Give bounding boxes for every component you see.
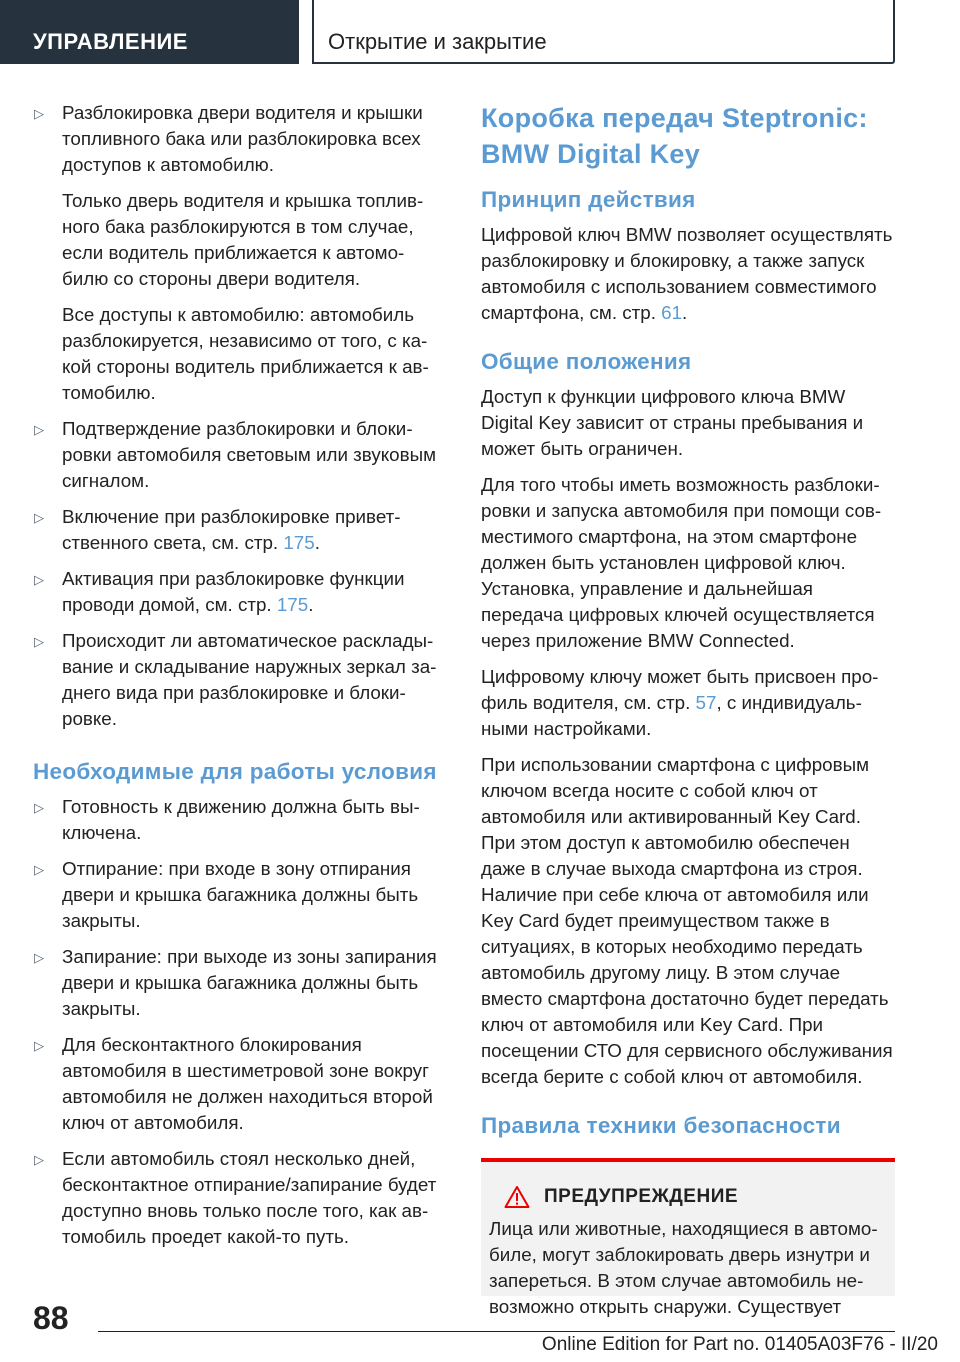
list-item	[33, 100, 443, 178]
list-item-text: Включение при разблокировке приветственного света, см. стр.	[62, 506, 401, 553]
list-item-text: Разблокировка двери водителя и крышки топливного бака или разблокировка всех доступов к автомобилю.	[62, 102, 423, 175]
triangle-bullet-icon: ▷	[34, 1038, 44, 1053]
list-item-text: Активация при разблокировке функции проводи домой, см. стр.	[62, 568, 405, 615]
list-item-text: Подтверждение разблокировки и блокировки автомобиля световым или звуковым сигналом.	[62, 418, 437, 491]
page-link[interactable]: 57	[695, 692, 717, 713]
footer-divider	[98, 1331, 895, 1332]
triangle-bullet-icon: ▷	[34, 572, 44, 587]
section-heading: Правила техники безопасности	[481, 1113, 841, 1138]
page-link[interactable]: 175	[276, 594, 309, 615]
list-item-text: Готовность к движению должна быть выключена.	[62, 796, 420, 843]
paragraph: Цифровому ключу может быть присвоен профиль водителя, см. стр. 57, с индивидуальными настройками.	[481, 666, 879, 739]
warning-header	[489, 1184, 887, 1210]
list-item	[33, 1146, 443, 1250]
page-link[interactable]: 61	[661, 302, 683, 323]
paragraph: При использовании смартфона с цифровым ключом всегда носите с собой ключ от автомобиля или активированный Key Card. При этом доступ к автомобилю обеспечен даже в случае выхода смартфона из строя. Наличие при себе ключа от автомобиля или Key Card будет преимуществом также в ситуациях, в которых необходимо передать автомобиль другому лицу. В этом случае вместо смартфона достаточно будет передать ключ от автомобиля или Key Card. При посещении СТО для сервисного обслуживания всегда берите с собой ключ от автомобиля.	[481, 754, 893, 1087]
list-item	[33, 416, 443, 494]
list-item	[33, 944, 443, 1022]
section-heading: Общие положения	[481, 349, 692, 374]
warning-text: Лица или животные, находящиеся в автомобиле, могут заблокировать дверь изнутри и запереться. В этом случае автомобиль невозможно открыть снаружи. Существует	[489, 1218, 878, 1317]
triangle-bullet-icon: ▷	[34, 800, 44, 815]
section-heading: Принцип действия	[481, 187, 696, 212]
warning-title: ПРЕДУПРЕЖДЕНИЕ	[544, 1186, 739, 1207]
warning-triangle-icon	[504, 1185, 530, 1209]
list-item	[33, 1032, 443, 1136]
list-item	[33, 628, 443, 732]
chapter-tab	[0, 0, 299, 64]
paragraph: Доступ к функции цифрового ключа BMW Digital Key зависит от страны пребывания и может быть ограничен.	[481, 386, 864, 459]
list-item	[33, 794, 443, 846]
list-item: ▷ Включение при разблокировке приветственного света, см. стр. 175.	[34, 506, 401, 553]
list-item-text: Для бесконтактного блокирования автомобиля в шестиметровой зоне вокруг автомобиля не должен находиться второй ключ от автомобиля.	[62, 1034, 433, 1133]
triangle-bullet-icon: ▷	[34, 422, 44, 437]
sub-paragraph: Все доступы к автомобилю: автомобиль разблокируется, независимо от того, с какой стороны водитель приближается к автомобилю.	[62, 304, 429, 403]
sub-paragraph: Только дверь водителя и крышка топливного бака разблокируются в том случае, если водитель приближается к автомобилю со стороны двери водителя.	[62, 190, 424, 289]
list-item-text: Происходит ли автоматическое раскладывание и складывание наружных зеркал заднего вида при разблокировке и блокировке.	[62, 630, 437, 729]
chapter-title: УПРАВЛЕНИЕ	[33, 29, 188, 54]
list-item: ▷ Активация при разблокировке функции проводи домой, см. стр. 175.	[34, 568, 405, 615]
section-heading: Необходимые для работы условия	[33, 759, 437, 784]
triangle-bullet-icon: ▷	[34, 862, 44, 877]
page-title: Коробка передач Steptronic: BMW Digital Key	[481, 103, 868, 169]
page-number: 88	[33, 1300, 69, 1336]
left-column	[33, 100, 443, 1260]
triangle-bullet-icon: ▷	[34, 1152, 44, 1167]
list-item-text: Если автомобиль стоял несколько дней, бесконтактное отпирание/запирание будет доступно вновь только после того, как автомобиль проедет какой-то путь.	[62, 1148, 437, 1247]
paragraph: Для того чтобы иметь возможность разблокировки и запуска автомобиля при помощи совместимого смартфона, на этом смартфоне должен быть установлен цифровой ключ. Установка, управление и дальнейшая передача цифровых ключей осуществляется через приложение BMW Connected.	[481, 474, 882, 651]
warning-box	[481, 1158, 895, 1317]
right-column	[481, 100, 895, 1317]
page-link[interactable]: 175	[283, 532, 315, 553]
triangle-bullet-icon: ▷	[34, 510, 44, 525]
list-item-text: Отпирание: при входе в зону отпирания двери и крышка багажника должны быть закрыты.	[62, 858, 419, 931]
paragraph: Цифровой ключ BMW позволяет осуществлять разблокировку и блокировку, а также запуск автомобиля с использованием совместимого смартфона, см. стр. 61.	[481, 224, 893, 323]
triangle-bullet-icon: ▷	[34, 950, 44, 965]
triangle-bullet-icon: ▷	[34, 634, 44, 649]
list-item-text: Запирание: при выходе из зоны запирания двери и крышка багажника должны быть закрыты.	[62, 946, 437, 1019]
edition-footer: Online Edition for Part no. 01405A03F76 - II/20	[541, 1334, 938, 1355]
list-item	[33, 856, 443, 934]
topic-tab	[312, 0, 895, 64]
triangle-bullet-icon: ▷	[34, 106, 44, 121]
topic-title: Открытие и закрытие	[328, 29, 547, 54]
